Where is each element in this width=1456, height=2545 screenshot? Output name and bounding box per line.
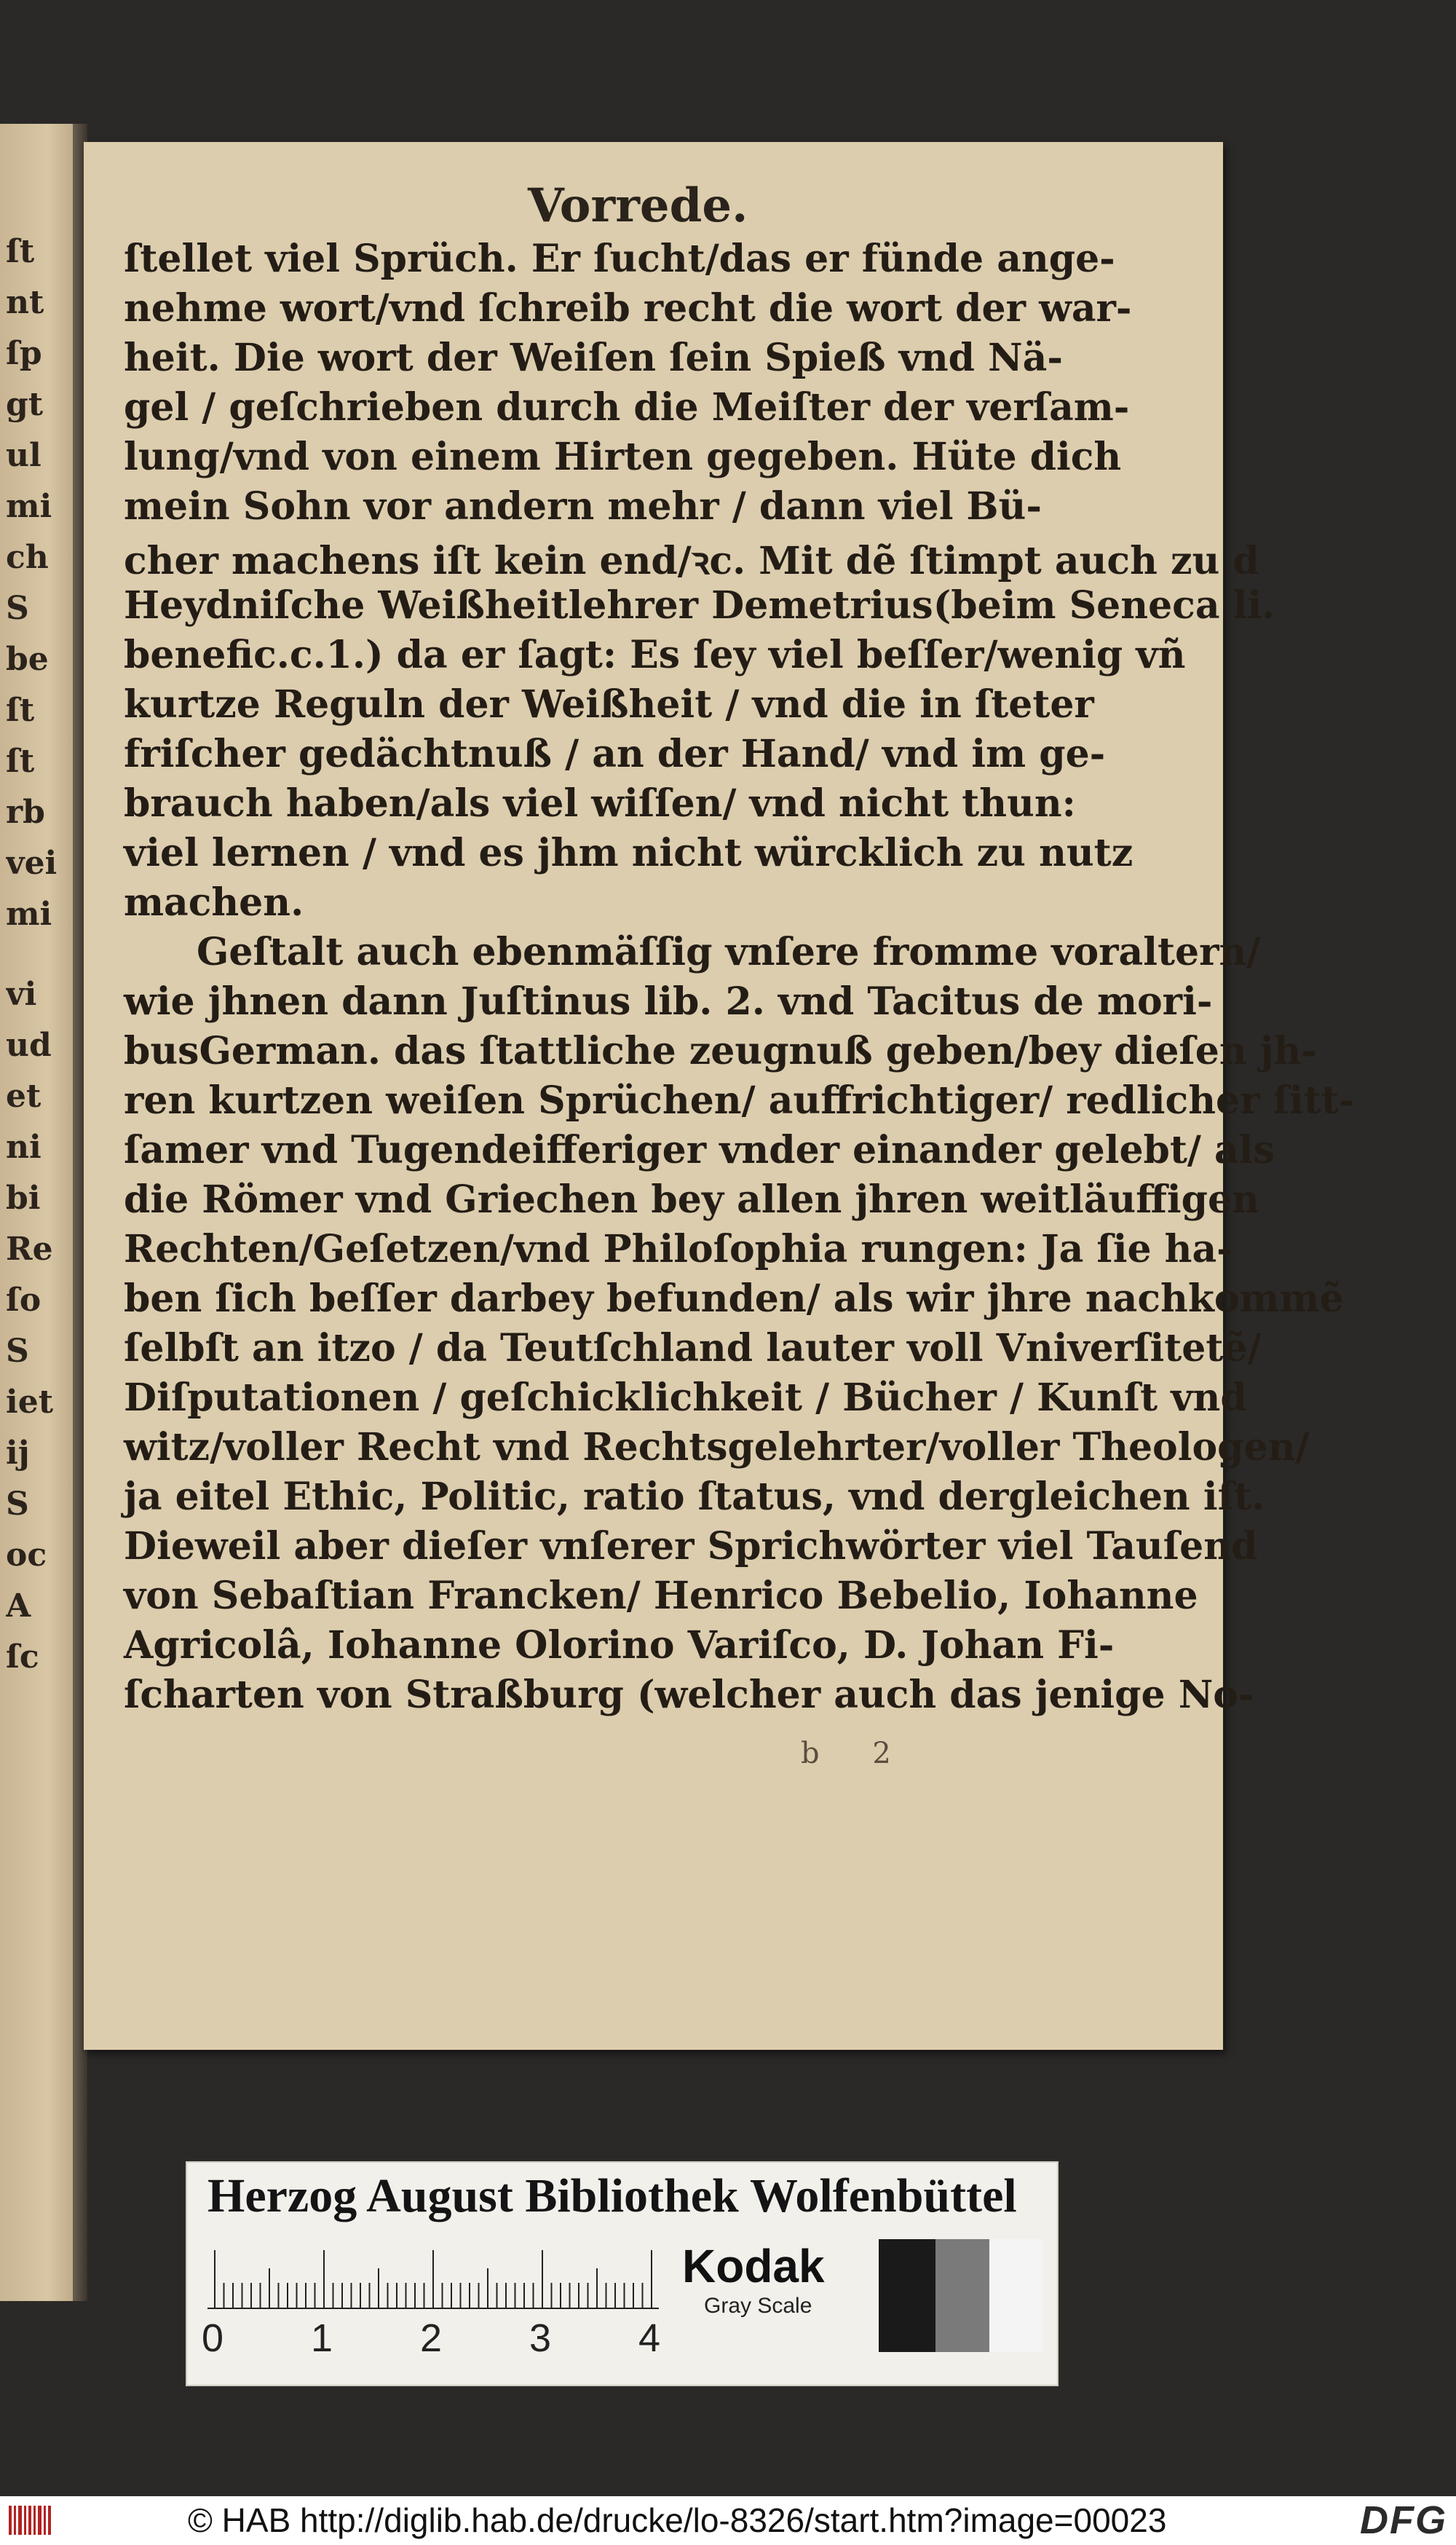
facing-page-fragment: ch xyxy=(6,539,49,576)
text-line: von Sebaſtian Francken/ Henrico Bebelio, Iohanne xyxy=(124,1574,1198,1618)
ruler-scale xyxy=(207,2243,659,2312)
facing-page-edge xyxy=(0,124,80,2301)
facing-page-fragment: et xyxy=(6,1078,41,1115)
gray-swatch xyxy=(879,2239,935,2352)
text-line: ſcharten von Straßburg (welcher auch das jenige No- xyxy=(124,1673,1254,1717)
text-line: nehme wort/vnd ſchreib recht die wort der war- xyxy=(124,286,1132,331)
facing-page-fragment: rb xyxy=(6,794,45,831)
text-line: witz/voller Recht vnd Rechtsgelehrter/voller Theologen/ xyxy=(124,1425,1310,1469)
text-line: ren kurtzen weiſen Sprüchen/ auffrichtiger/ redlicher ſitt- xyxy=(124,1078,1355,1123)
text-line: Geſtalt auch ebenmäſſig vnſere fromme voraltern/ xyxy=(197,930,1261,974)
facing-page-fragment: ſo xyxy=(6,1282,41,1319)
text-line: die Römer vnd Griechen bey allen jhren weitläuffigen xyxy=(124,1177,1259,1222)
facing-page-fragment: S xyxy=(6,1485,29,1523)
gray-swatch xyxy=(935,2239,989,2352)
facing-page-fragment: bi xyxy=(6,1180,41,1217)
library-name: Herzog August Bibliothek Wolfenbüttel xyxy=(207,2169,1017,2222)
facing-page-fragment: ſt xyxy=(6,233,35,270)
facing-page-fragment: ſp xyxy=(6,335,42,372)
text-line: brauch haben/als viel wiſſen/ vnd nicht thun: xyxy=(124,781,1076,826)
catchword: b 2 xyxy=(801,1737,913,1770)
text-line: gel / geſchrieben durch die Meiſter der verſam- xyxy=(124,385,1130,430)
source-url[interactable]: © HAB http://diglib.hab.de/drucke/lo-8326/start.htm?image=00023 xyxy=(188,2501,1167,2539)
text-line: ja eitel Ethic, Politic, ratio ſtatus, vnd dergleichen iſt. xyxy=(124,1475,1265,1519)
scale-numbers xyxy=(202,2316,668,2367)
gray-swatch xyxy=(989,2239,1042,2352)
text-line: mein Sohn vor andern mehr / dann viel Bü- xyxy=(124,484,1042,529)
hab-barcode-logo-icon xyxy=(7,2502,58,2538)
text-line: viel lernen / vnd es jhm nicht würcklich zu nutz xyxy=(124,831,1133,875)
facing-page-fragment: be xyxy=(6,641,49,678)
text-line: busGerman. das ſtattliche zeugnuß geben/bey dieſen jh- xyxy=(124,1029,1317,1073)
text-line: benefic.c.1.) da er ſagt: Es ſey viel beſſer/wenig vñ xyxy=(124,633,1186,677)
text-line: kurtze Reguln der Weißheit / vnd die in ſteter xyxy=(124,682,1094,727)
footer-bar xyxy=(0,2496,1456,2545)
text-line: wie jhnen dann Juſtinus lib. 2. vnd Tacitus de mori- xyxy=(124,979,1213,1024)
facing-page-fragment: oc xyxy=(6,1536,47,1574)
color-calibration-target xyxy=(186,2161,1059,2386)
text-line: Agricolâ, Iohanne Olorino Variſco, D. Johan Fi- xyxy=(124,1623,1115,1668)
text-line: lung/vnd von einem Hirten gegeben. Hüte dich xyxy=(124,435,1122,479)
text-line: Heydniſche Weißheitlehrer Demetrius(beim Seneca li. xyxy=(124,583,1275,628)
page-header: Vorrede. xyxy=(528,178,748,233)
text-line: ſamer vnd Tugendeifferiger vnder einander gelebt/ als xyxy=(124,1128,1275,1172)
facing-page-fragment: S xyxy=(6,590,29,627)
grayscale-label: Gray Scale xyxy=(704,2294,812,2318)
facing-page-fragment: ul xyxy=(6,437,41,474)
text-line: heit. Die wort der Weiſen ſein Spieß vnd Nä- xyxy=(124,336,1063,380)
text-line: Rechten/Geſetzen/vnd Philoſophia rungen: Ja ſie ha- xyxy=(124,1227,1233,1271)
facing-page-fragment: vi xyxy=(6,976,37,1013)
scale-number: 2 xyxy=(420,2316,443,2360)
facing-page-fragment: vei xyxy=(6,845,58,882)
scale-number: 0 xyxy=(202,2316,224,2360)
facing-page-fragment: ud xyxy=(6,1027,52,1064)
text-line: Dieweil aber dieſer vnſerer Sprichwörter viel Tauſend xyxy=(124,1524,1258,1569)
text-line: cher machens iſt kein end/ꝛc. Mit dẽ ſtimpt auch zu d xyxy=(124,539,1259,583)
dfg-logo: DFG xyxy=(1360,2498,1447,2542)
facing-page-fragment: nt xyxy=(6,284,44,321)
text-line: machen. xyxy=(124,880,304,925)
text-line: ſelbſt an itzo / da Teutſchland lauter voll Vniverſitetẽ/ xyxy=(124,1326,1262,1370)
facing-page-fragment: ſc xyxy=(6,1638,39,1676)
facing-page-fragment: ſt xyxy=(6,743,35,780)
text-line: ben ſich beſſer darbey befunden/ als wir jhre nachkommẽ xyxy=(124,1277,1344,1321)
facing-page-fragment: mi xyxy=(6,896,52,933)
facing-page-fragment: A xyxy=(6,1587,31,1625)
scale-number: 3 xyxy=(529,2316,552,2360)
facing-page-fragment: ſt xyxy=(6,692,35,729)
facing-page-fragment: ij xyxy=(6,1435,30,1472)
kodak-brand: Kodak xyxy=(682,2240,825,2292)
text-line: Diſputationen / geſchicklichkeit / Bücher / Kunſt vnd xyxy=(124,1376,1247,1420)
book-page xyxy=(84,142,1355,2050)
scale-number: 1 xyxy=(311,2316,333,2360)
text-line: friſcher gedächtnuß / an der Hand/ vnd im ge- xyxy=(124,732,1106,776)
text-line: ſtellet viel Sprüch. Er ſucht/das er fünde ange- xyxy=(124,237,1115,281)
gray-swatches xyxy=(879,2239,1042,2352)
facing-page-fragment: gt xyxy=(6,386,44,423)
facing-page-fragment: ni xyxy=(6,1129,41,1166)
facing-page-fragment: iet xyxy=(6,1384,54,1421)
facing-page-fragment: mi xyxy=(6,488,52,525)
scale-number: 4 xyxy=(638,2316,661,2360)
facing-page-fragment: S xyxy=(6,1333,29,1370)
facing-page-fragment: Re xyxy=(6,1231,53,1268)
